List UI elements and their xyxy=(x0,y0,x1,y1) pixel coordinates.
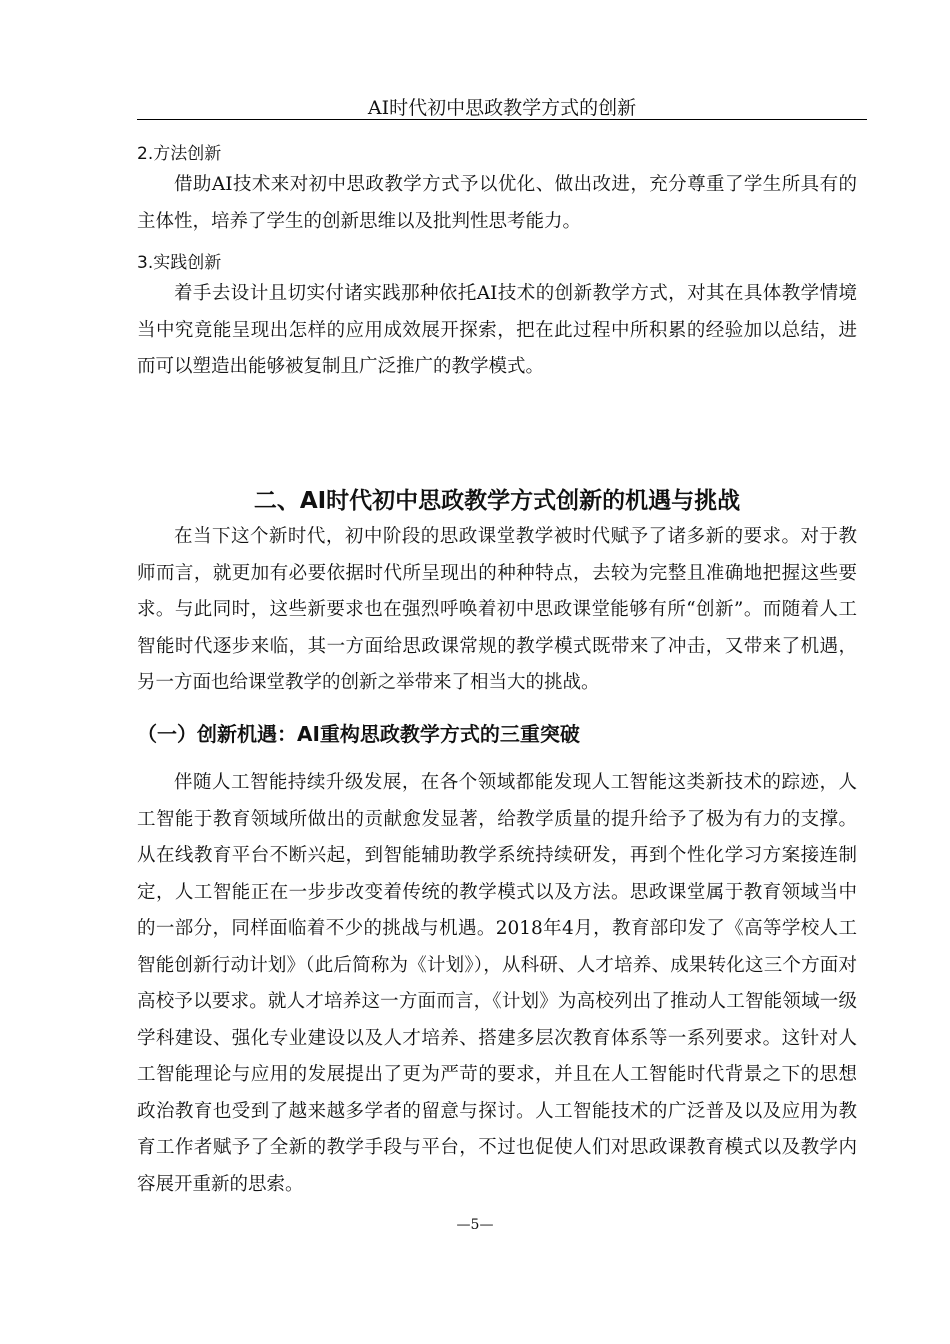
running-header: AI时代初中思政教学方式的创新 xyxy=(367,97,637,119)
chapter-title: 二、AI时代初中思政教学方式创新的机遇与挑战 xyxy=(253,488,741,514)
method-innovation-paragraph: 借助AI技术来对初中思政教学方式予以优化、做出改进，充分尊重了学生所具有的主体性，培养了学生的创新思维以及批判性思考能力。 xyxy=(137,174,857,232)
subsection-title: （一）创新机遇：AI重构思政教学方式的三重突破 xyxy=(137,722,580,746)
method-innovation-heading: 2.方法创新 xyxy=(137,144,222,164)
header-divider xyxy=(137,119,867,120)
page-number: —5— xyxy=(456,1217,494,1233)
practice-innovation-paragraph: 着手去设计且切实付诸实践那种依托AI技术的创新教学方式，对其在具体教学情境当中究竟能呈现出怎样的应用成效展开探索，把在此过程中所积累的经验加以总结，进而可以塑造出能够被复制且广泛推广的教学模式。 xyxy=(137,283,857,377)
chapter-intro-paragraph: 在当下这个新时代，初中阶段的思政课堂教学被时代赋予了诸多新的要求。对于教师而言，就更加有必要依据时代所呈现出的种种特点，去较为完整且准确地把握这些要求。与此同时，这些新要求也在强烈呼唤着初中思政课堂能够有所“创新”。而随着人工智能时代逐步来临，其一方面给思政课常规的教学模式既带来了冲击，又带来了机遇，另一方面也给课堂教学的创新之举带来了相当大的挑战。 xyxy=(137,526,857,693)
practice-innovation-heading: 3.实践创新 xyxy=(137,253,222,273)
subsection-paragraph: 伴随人工智能持续升级发展，在各个领域都能发现人工智能这类新技术的踪迹，人工智能于教育领域所做出的贡献愈发显著，给教学质量的提升给予了极为有力的支撑。从在线教育平台不断兴起，到智能辅助教学系统持续研发，再到个性化学习方案接连制定，人工智能正在一步步改变着传统的教学模式以及方法。思政课堂属于教育领域当中的一部分，同样面临着不少的挑战与机遇。2018年4月，教育部印发了《高等学校人工智能创新行动计划》（此后简称为《计划》），从科研、人才培养、成果转化这三个方面对高校予以要求。就人才培养这一方面而言，《计划》为高校列出了推动人工智能领域一级学科建设、强化专业建设以及人才培养、搭建多层次教育体系等一系列要求。这针对人工智能理论与应用的发展提出了更为严苛的要求，并且在人工智能时代背景之下的思想政治教育也受到了越来越多学者的留意与探讨。人工智能技术的广泛普及以及应用为教育工作者赋予了全新的教学手段与平台，不过也促使人们对思政课教育模式以及教学内容展开重新的思索。 xyxy=(137,772,857,1195)
